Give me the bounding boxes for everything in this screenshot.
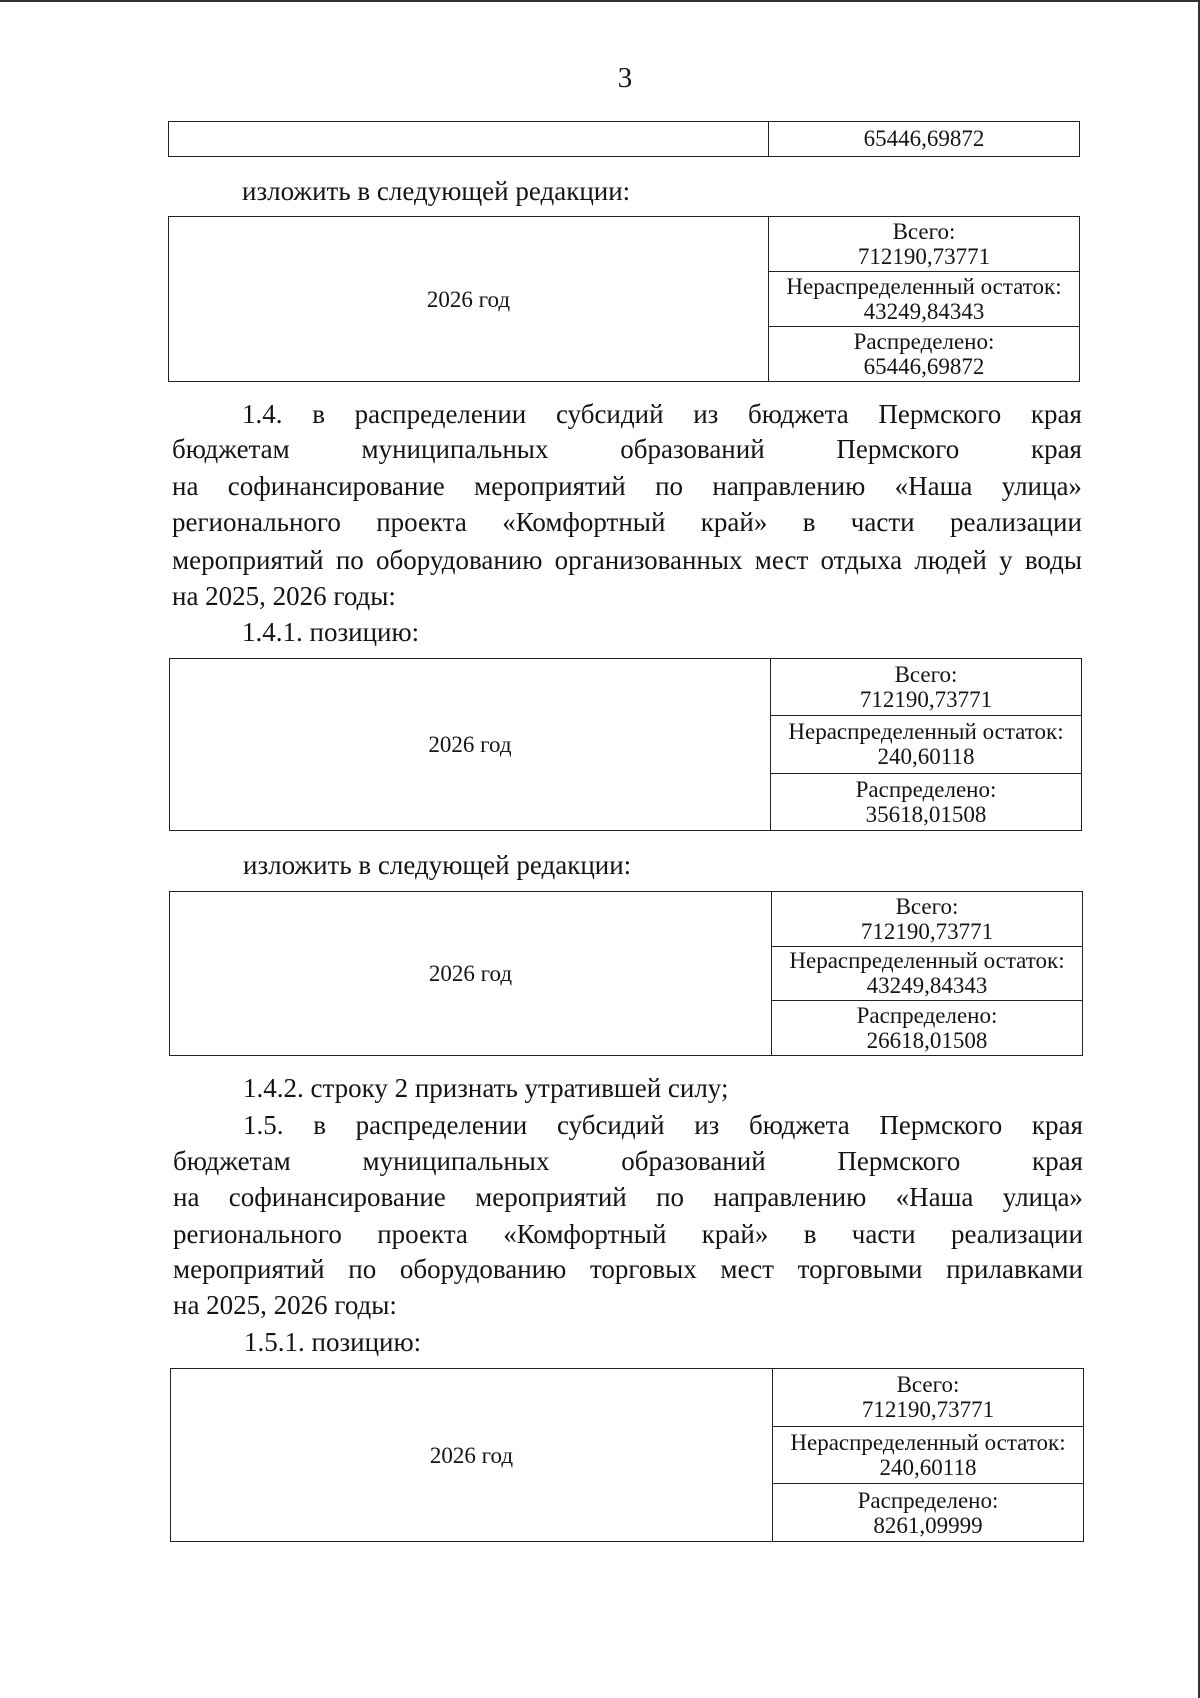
word: субсидий — [555, 399, 664, 429]
distributed-cell — [769, 327, 1080, 382]
word: мероприятий — [474, 471, 626, 501]
remainder-cell — [773, 1426, 1084, 1484]
word: распределении — [355, 1110, 528, 1140]
word: в — [313, 1110, 326, 1140]
total-value: 712190,73771 — [860, 918, 994, 944]
word: в — [803, 1219, 817, 1249]
year-cell: 2026 год — [170, 659, 771, 831]
word: бюджетам — [172, 434, 290, 464]
word: направлению — [712, 471, 866, 501]
distributed-label: Распределено: — [857, 1487, 999, 1513]
word: край» — [701, 1219, 769, 1249]
word: мероприятий — [475, 1182, 627, 1212]
word: из — [694, 1110, 720, 1140]
section-1-4-line-6: на 2025, 2026 годы: — [172, 581, 396, 611]
position-phrase: позицию: — [309, 617, 420, 647]
word: «Комфортный — [503, 1219, 667, 1249]
section-1-4-line-4 — [172, 505, 1082, 539]
remainder-cell — [771, 716, 1082, 773]
word: края — [1031, 1110, 1083, 1140]
word: по — [656, 1182, 685, 1212]
word: бюджетам — [173, 1146, 291, 1176]
total-cell — [772, 892, 1083, 947]
word: регионального — [172, 507, 341, 537]
word: регионального — [173, 1219, 342, 1249]
distributed-cell — [771, 773, 1082, 830]
word: край» — [700, 507, 768, 537]
word: по — [348, 1254, 377, 1284]
word: субсидий — [556, 1110, 665, 1140]
word: мест — [720, 1254, 774, 1284]
word: проекта — [377, 1219, 468, 1249]
total-label: Всего: — [894, 662, 958, 688]
section-1-5-1 — [244, 1325, 421, 1359]
budget-table-1 — [168, 216, 1080, 382]
word: бюджета — [749, 1110, 850, 1140]
distributed-cell — [773, 1484, 1084, 1542]
word: софинансирование — [227, 471, 445, 501]
distributed-value: 26618,01508 — [866, 1028, 988, 1054]
remainder-value: 240,60118 — [879, 1454, 977, 1480]
total-cell — [771, 659, 1082, 716]
word: реализации — [950, 1219, 1083, 1249]
word: «Комфортный — [502, 507, 666, 537]
word: на — [172, 471, 199, 501]
word: «Наша — [895, 1182, 974, 1212]
word: образований — [620, 434, 765, 464]
remainder-label: Нераспределенный остаток: — [786, 274, 1062, 299]
section-1-4-1 — [242, 615, 419, 649]
word: края — [1030, 434, 1082, 464]
word: софинансирование — [228, 1182, 446, 1212]
position-phrase: позицию: — [311, 1327, 422, 1357]
year-cell: 2026 год — [169, 217, 769, 382]
section-1-4-line-1 — [242, 397, 1082, 431]
section-1-4-2: 1.4.2. строку 2 признать утратившей силу; — [243, 1073, 729, 1103]
section-1-4-line-5: мероприятий по оборудованию организованных мест отдыха людей у воды — [172, 545, 1082, 575]
section-1-5-line-4 — [173, 1217, 1083, 1251]
word: торговыми — [797, 1254, 923, 1284]
previous-table-value: 65446,69872 — [768, 121, 1080, 157]
word: распределении — [354, 399, 527, 429]
remainder-cell — [772, 946, 1083, 1001]
page-number: 3 — [617, 62, 633, 94]
remainder-value: 43249,84343 — [866, 973, 988, 999]
word: части — [851, 1219, 916, 1249]
word: Пермского — [836, 434, 960, 464]
section-number: 1.4. — [242, 399, 283, 429]
section-1-5-line-6: на 2025, 2026 годы: — [173, 1290, 397, 1320]
distributed-label: Распределено: — [855, 776, 997, 802]
new-edition-phrase-2: изложить в следующей редакции: — [243, 850, 632, 880]
scan-edge-top — [0, 0, 1200, 2]
total-value: 712190,73771 — [859, 687, 993, 713]
subsection-number: 1.5.1. — [244, 1327, 305, 1357]
distributed-cell — [772, 1001, 1083, 1056]
total-cell — [773, 1369, 1084, 1427]
word: на — [173, 1182, 200, 1212]
word: мероприятий — [173, 1254, 325, 1284]
word: бюджета — [748, 399, 849, 429]
word: части — [850, 507, 915, 537]
remainder-label: Нераспределенный остаток: — [788, 719, 1064, 745]
word: Пермского — [837, 1146, 961, 1176]
distributed-label: Распределено: — [856, 1003, 998, 1029]
remainder-cell — [769, 272, 1080, 327]
budget-table-4 — [170, 1368, 1084, 1542]
word: муниципальных — [362, 1146, 550, 1176]
remainder-value: 240,60118 — [877, 744, 975, 770]
word: из — [693, 399, 719, 429]
remainder-label: Нераспределенный остаток: — [790, 1429, 1066, 1455]
word: направлению — [713, 1182, 867, 1212]
section-1-5-line-2 — [173, 1144, 1083, 1178]
section-1-4-line-3 — [172, 469, 1082, 503]
total-value: 712190,73771 — [861, 1397, 995, 1423]
section-1-5-line-3 — [173, 1180, 1083, 1214]
budget-table-2 — [169, 658, 1082, 831]
word: в — [312, 399, 325, 429]
total-label: Всего: — [892, 219, 956, 244]
year-cell: 2026 год — [171, 1369, 773, 1542]
distributed-value: 65446,69872 — [863, 354, 985, 379]
distributed-label: Распределено: — [853, 329, 995, 354]
word: по — [655, 471, 684, 501]
subsection-number: 1.4.1. — [242, 617, 303, 647]
word: края — [1031, 1146, 1083, 1176]
word: края — [1030, 399, 1082, 429]
remainder-label: Нераспределенный остаток: — [789, 948, 1065, 974]
section-1-5-line-1 — [243, 1108, 1083, 1142]
word: реализации — [949, 507, 1082, 537]
total-value: 712190,73771 — [857, 244, 991, 269]
word: улица» — [1002, 1182, 1083, 1212]
section-1-5-line-5 — [173, 1252, 1083, 1286]
budget-table-3 — [169, 891, 1083, 1056]
total-label: Всего: — [895, 893, 959, 919]
distributed-value: 8261,09999 — [873, 1512, 983, 1538]
word: Пермского — [879, 1110, 1003, 1140]
word: торговых — [589, 1254, 697, 1284]
word: улица» — [1001, 471, 1082, 501]
word: проекта — [376, 507, 467, 537]
previous-table-tail — [168, 121, 1080, 157]
word: прилавками — [946, 1254, 1083, 1284]
word: в — [802, 507, 816, 537]
new-edition-phrase-1: изложить в следующей редакции: — [242, 176, 631, 206]
total-label: Всего: — [896, 1372, 960, 1398]
section-1-4-line-2 — [172, 432, 1082, 466]
total-cell — [769, 217, 1080, 272]
word: образований — [621, 1146, 766, 1176]
word: муниципальных — [361, 434, 549, 464]
distributed-value: 35618,01508 — [865, 801, 987, 827]
remainder-value: 43249,84343 — [863, 299, 985, 324]
word: Пермского — [878, 399, 1002, 429]
section-number: 1.5. — [243, 1110, 284, 1140]
word: оборудованию — [399, 1254, 567, 1284]
year-cell: 2026 год — [170, 892, 772, 1056]
previous-table-empty-cell — [168, 121, 768, 157]
word: «Наша — [894, 471, 973, 501]
